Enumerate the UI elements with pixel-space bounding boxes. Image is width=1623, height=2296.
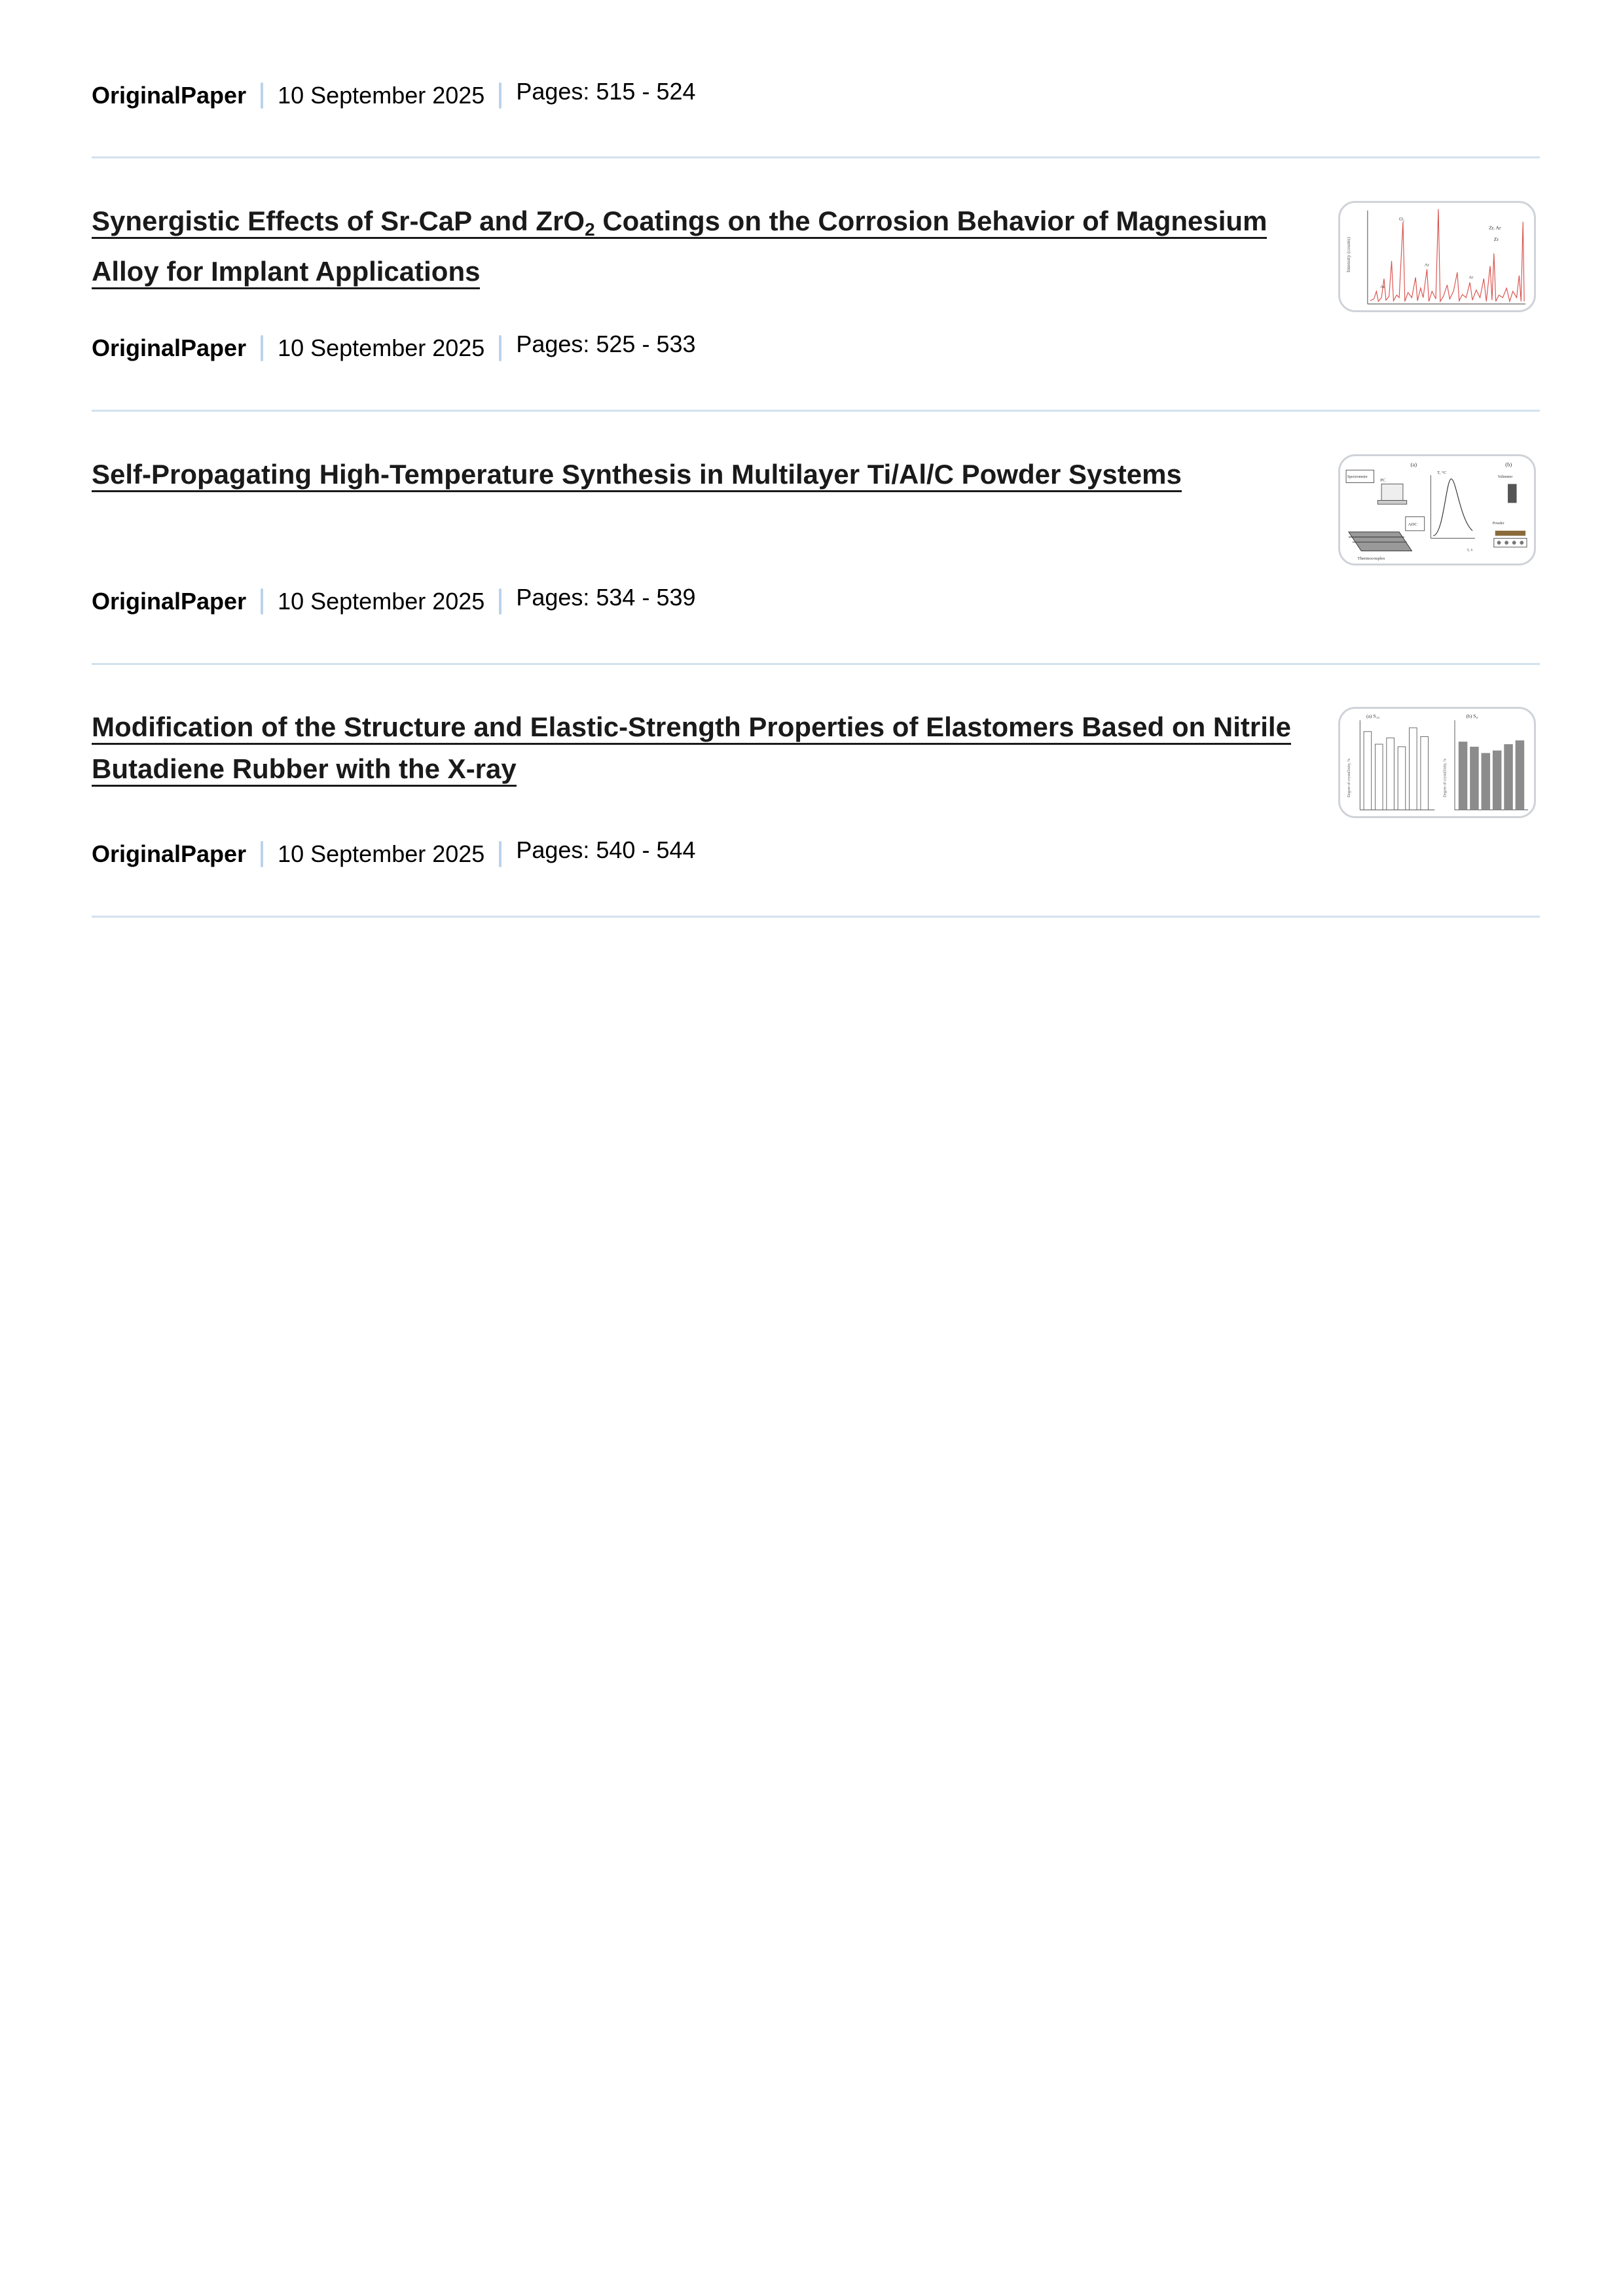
meta-separator — [499, 335, 501, 361]
article-meta — [92, 331, 696, 363]
setup-diagram-thumbnail — [1340, 456, 1534, 564]
article-thumbnail-image[interactable] — [1338, 707, 1536, 818]
svg-text:Degree of crystallinity, %: Degree of crystallinity, % — [1347, 758, 1351, 798]
svg-text:(a): (a) — [1410, 461, 1417, 468]
svg-text:PC: PC — [1380, 478, 1386, 483]
article-title — [92, 200, 1336, 293]
xrd-spectrum-thumbnail — [1340, 203, 1534, 310]
bar-chart-thumbnail — [1340, 709, 1534, 816]
article-date: 10 September 2025 — [278, 334, 485, 361]
meta-separator — [261, 588, 263, 615]
article-meta — [92, 584, 696, 616]
meta-separator — [261, 335, 263, 361]
svg-text:(a) S₁₅: (a) S₁₅ — [1366, 713, 1380, 719]
article-meta — [92, 78, 696, 110]
svg-text:(b) S₀: (b) S₀ — [1466, 713, 1478, 719]
svg-text:Ar: Ar — [1468, 275, 1474, 280]
article-type: OriginalPaper — [92, 334, 247, 361]
svg-text:ADC: ADC — [1408, 522, 1417, 528]
svg-text:t, s: t, s — [1467, 547, 1473, 552]
svg-text:Zr: Zr — [1493, 236, 1499, 242]
article-date: 10 September 2025 — [278, 588, 485, 615]
meta-separator — [261, 82, 263, 109]
article-divider — [92, 410, 1540, 412]
article-divider — [92, 663, 1540, 665]
article-type: OriginalPaper — [92, 840, 247, 867]
article-date: 10 September 2025 — [278, 82, 485, 109]
svg-text:T, °C: T, °C — [1437, 471, 1447, 476]
article-thumbnail-image[interactable] — [1338, 201, 1536, 312]
article-divider — [92, 156, 1540, 158]
meta-separator — [499, 841, 501, 867]
article-type: OriginalPaper — [92, 588, 247, 615]
article-meta — [92, 836, 696, 869]
article-date: 10 September 2025 — [278, 840, 485, 867]
svg-text:Powder: Powder — [1492, 522, 1504, 526]
article-thumbnail-image[interactable] — [1338, 454, 1536, 565]
article-pages: Pages: 540 - 544 — [516, 836, 696, 863]
svg-text:Ar: Ar — [1380, 285, 1385, 290]
article-title-link[interactable]: Self-Propagating High-Temperature Synthesis in Multilayer Ti/Al/C Powder Systems — [92, 459, 1182, 492]
article-pages: Pages: 534 - 539 — [516, 584, 696, 611]
svg-text:Ar: Ar — [1424, 262, 1429, 268]
svg-text:(b): (b) — [1505, 461, 1512, 468]
article-pages: Pages: 515 - 524 — [516, 78, 696, 105]
article-divider — [92, 916, 1540, 918]
svg-text:Voltmeter: Voltmeter — [1497, 475, 1513, 479]
svg-text:Spectrometer: Spectrometer — [1347, 475, 1368, 479]
svg-text:Degree of crystallinity, %: Degree of crystallinity, % — [1443, 758, 1448, 798]
article-type: OriginalPaper — [92, 82, 247, 109]
svg-text:Zr, Ar: Zr, Ar — [1489, 224, 1501, 231]
svg-text:Thermocouples: Thermocouples — [1357, 556, 1385, 562]
article-title — [92, 706, 1336, 790]
article-title-link[interactable]: Modification of the Structure and Elastic-Strength Properties of Elastomers Based on Nitrile Butadiene Rubber with the X-ray — [92, 711, 1291, 787]
article-pages: Pages: 525 - 533 — [516, 331, 696, 357]
article-title — [92, 454, 1336, 495]
meta-separator — [499, 82, 501, 109]
svg-text:O₂: O₂ — [1399, 216, 1405, 223]
svg-text:Intensity (counts): Intensity (counts) — [1345, 236, 1351, 273]
article-title-link[interactable]: Synergistic Effects of Sr-CaP and ZrO$_2$ Coatings on the Corrosion Behavior of Magnesium Alloy for Implant Applications — [92, 206, 1267, 289]
meta-separator — [261, 841, 263, 867]
meta-separator — [499, 588, 501, 615]
